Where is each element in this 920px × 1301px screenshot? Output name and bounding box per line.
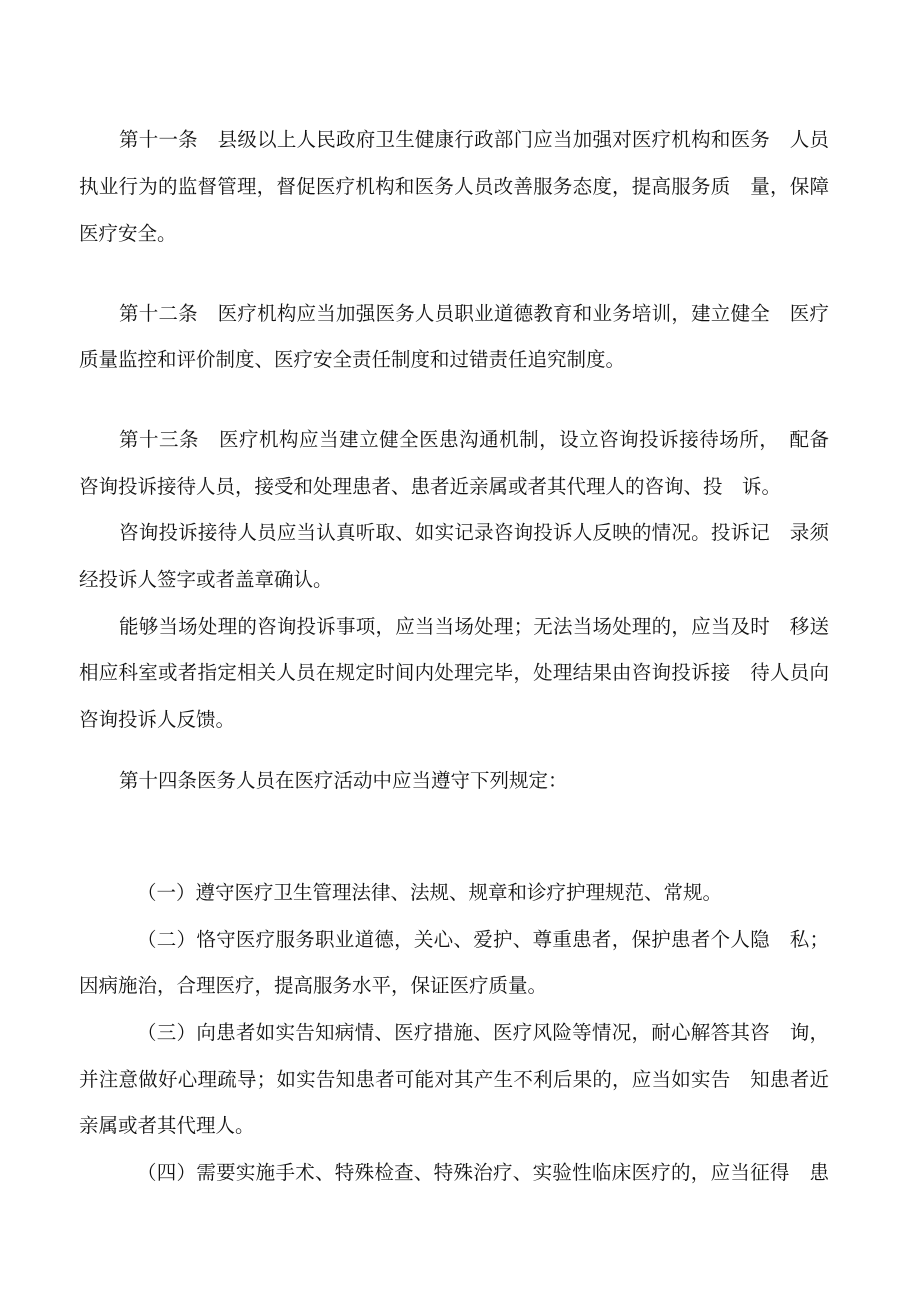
article-13-para-3-line-1: 能够当场处理的咨询投诉事项，应当当场处理；无法当场处理的，应当及时 移送 [119, 615, 829, 638]
article-11-line-2: 执业行为的监督管理，督促医疗机构和医务人员改善服务态度，提高服务质 量，保障 [79, 175, 829, 198]
article-13-para-2-line-2: 经投诉人签字或者盖章确认。 [79, 568, 333, 591]
item-4-line-1: （四）需要实施手术、特殊检查、特殊治疗、实验性临床医疗的，应当征得 患 [137, 1161, 829, 1184]
article-13-para-3-line-3: 咨询投诉人反馈。 [79, 708, 236, 731]
article-14-line-1: 第十四条医务人员在医疗活动中应当遵守下列规定： [119, 769, 568, 792]
article-13-para-2-line-1: 咨询投诉接待人员应当认真听取、如实记录咨询投诉人反映的情况。投诉记 录须 [119, 521, 829, 544]
article-12-line-1: 第十二条 医疗机构应当加强医务人员职业道德教育和业务培训，建立健全 医疗 [119, 302, 829, 325]
article-11-line-3: 医疗安全。 [79, 222, 177, 245]
item-2-line-1: （二）恪守医疗服务职业道德，关心、爱护、尊重患者，保护患者个人隐 私； [137, 928, 829, 951]
item-2-line-2: 因病施治，合理医疗，提高服务水平，保证医疗质量。 [79, 974, 548, 997]
item-3-line-1: （三）向患者如实告知病情、医疗措施、医疗风险等情况，耐心解答其咨 询， [137, 1021, 829, 1044]
item-1-line-1: （一）遵守医疗卫生管理法律、法规、规章和诊疗护理规范、常规。 [137, 881, 723, 904]
article-13-para-3-line-2: 相应科室或者指定相关人员在规定时间内处理完毕，处理结果由咨询投诉接 待人员向 [79, 661, 829, 684]
article-11-line-1: 第十一条 县级以上人民政府卫生健康行政部门应当加强对医疗机构和医务 人员 [119, 128, 829, 151]
item-3-line-3: 亲属或者其代理人。 [79, 1114, 255, 1137]
article-12-line-2: 质量监控和评价制度、医疗安全责任制度和过错责任追究制度。 [79, 348, 626, 371]
item-3-line-2: 并注意做好心理疏导；如实告知患者可能对其产生不利后果的，应当如实告 知患者近 [79, 1068, 829, 1091]
article-13-line-2: 咨询投诉接待人员，接受和处理患者、患者近亲属或者其代理人的咨询、投 诉。 [79, 475, 782, 498]
article-13-line-1: 第十三条 医疗机构应当建立健全医患沟通机制，设立咨询投诉接待场所， 配备 [119, 428, 829, 451]
